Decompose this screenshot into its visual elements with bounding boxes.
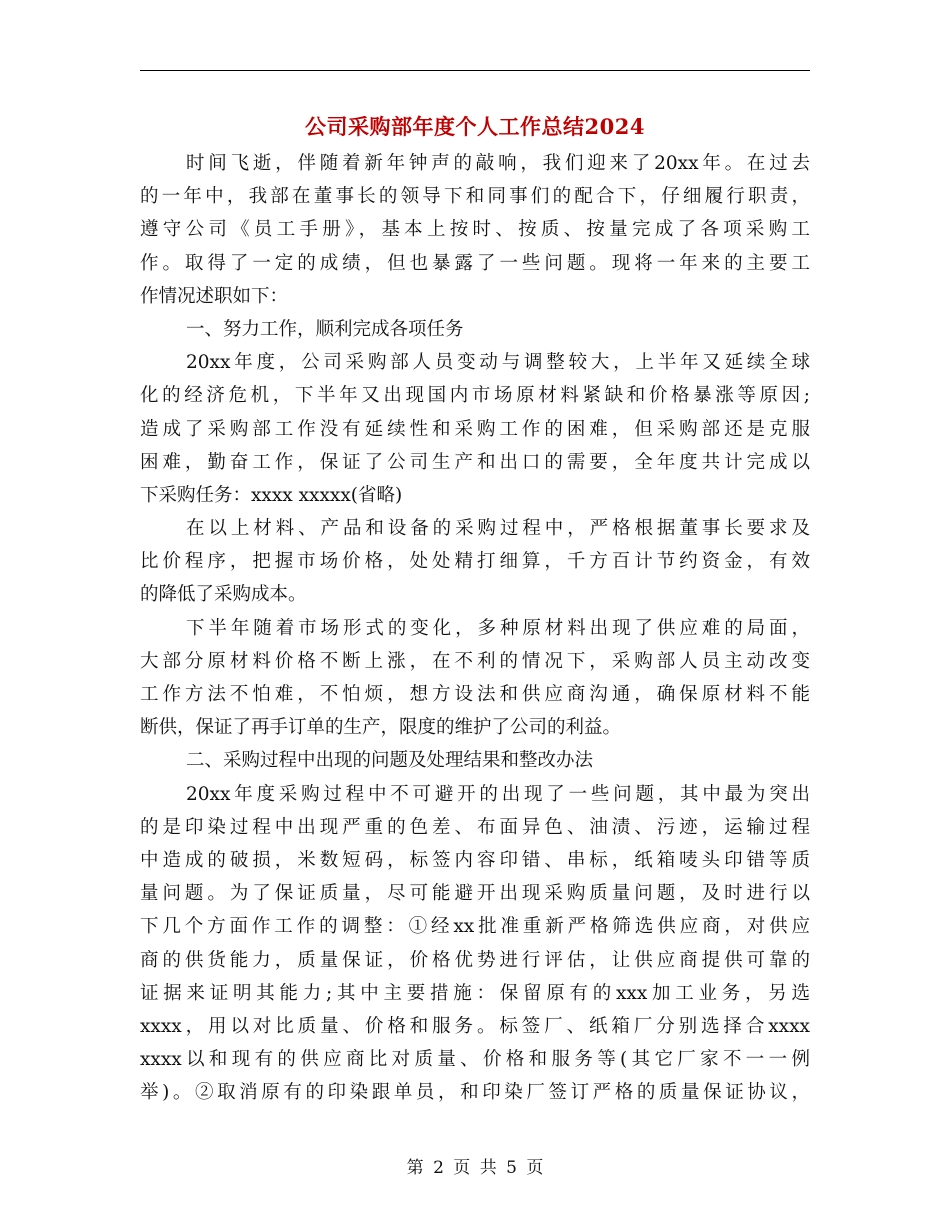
text-line: 作。取得了一定的成绩，但也暴露了一些问题。现将一年来的主要工: [140, 252, 810, 274]
text-line: 一、努力工作，顺利完成各项任务: [186, 318, 464, 340]
text-line: 困难，勤奋工作，保证了公司生产和出口的需要，全年度共计完成以: [140, 451, 810, 473]
text-line: 遵守公司《员工手册》，基本上按时、按质、按量完成了各项采购工: [140, 219, 810, 241]
text-line: 下半年随着市场形式的变化，多种原材料出现了供应难的局面，: [186, 617, 810, 639]
text-line: 时间飞逝，伴随着新年钟声的敲响，我们迎来了20xx年。在过去: [186, 153, 810, 174]
text-line: 中造成的破损，米数短码，标签内容印错、串标，纸箱唛头印错等质: [140, 849, 810, 871]
document-title: 公司采购部年度个人工作总结2024: [305, 114, 645, 139]
text-line: 工作方法不怕难，不怕烦，想方设法和供应商沟通，确保原材料不能: [140, 684, 810, 705]
text-line: 造成了采购部工作没有延续性和采购工作的困难，但采购部还是克服: [140, 418, 810, 440]
header-rule: [140, 70, 810, 71]
page-number-footer: 第 2 页 共 5 页: [406, 1158, 544, 1178]
text-line: 证据来证明其能力;其中主要措施：保留原有的xxx加工业务，另选: [140, 982, 810, 1004]
text-line: 20xx年度，公司采购部人员变动与调整较大，上半年又延续全球: [186, 352, 810, 374]
text-line: 量问题。为了保证质量，尽可能避开出现采购质量问题，及时进行以: [140, 883, 810, 905]
text-line: 下采购任务：xxxx xxxxx(省略): [140, 484, 403, 506]
text-line: 下几个方面作工作的调整：①经xx批准重新严格筛选供应商，对供应: [140, 916, 810, 938]
text-line: xxxx，用以对比质量、价格和服务。标签厂、纸箱厂分别选择合xxxx: [140, 1015, 810, 1037]
text-line: 20xx年度采购过程中不可避开的出现了一些问题，其中最为突出: [186, 783, 810, 805]
text-line: 二、采购过程中出现的问题及处理结果和整改办法: [186, 750, 594, 772]
text-line: xxxx以和现有的供应商比对质量、价格和服务等(其它厂家不一一例: [140, 1049, 810, 1071]
text-line: 大部分原材料价格不断上涨，在不利的情况下，采购部人员主动改变: [140, 650, 810, 672]
document-body: [140, 147, 810, 1109]
text-line: 比价程序，把握市场价格，处处精打细算，千方百计节约资金，有效: [140, 551, 810, 573]
text-line: 断供，保证了再手订单的生产，限度的维护了公司的利益。: [140, 717, 622, 739]
text-line: 在以上材料、产品和设备的采购过程中，严格根据董事长要求及: [186, 518, 810, 540]
text-line: 作情况述职如下：: [140, 285, 289, 307]
text-line: 的一年中，我部在董事长的领导下和同事们的配合下，仔细履行职责，: [140, 186, 810, 208]
text-line: 商的供货能力，质量保证，价格优势进行评估，让供应商提供可靠的: [140, 949, 810, 971]
text-line: 化的经济危机，下半年又出现国内市场原材料紧缺和价格暴涨等原因;: [140, 385, 810, 407]
text-line: 举)。②取消原有的印染跟单员，和印染厂签订严格的质量保证协议，: [140, 1082, 810, 1104]
text-line: 的是印染过程中出现严重的色差、布面异色、油渍、污迹，运输过程: [140, 816, 810, 838]
text-line: 的降低了采购成本。: [140, 584, 307, 606]
